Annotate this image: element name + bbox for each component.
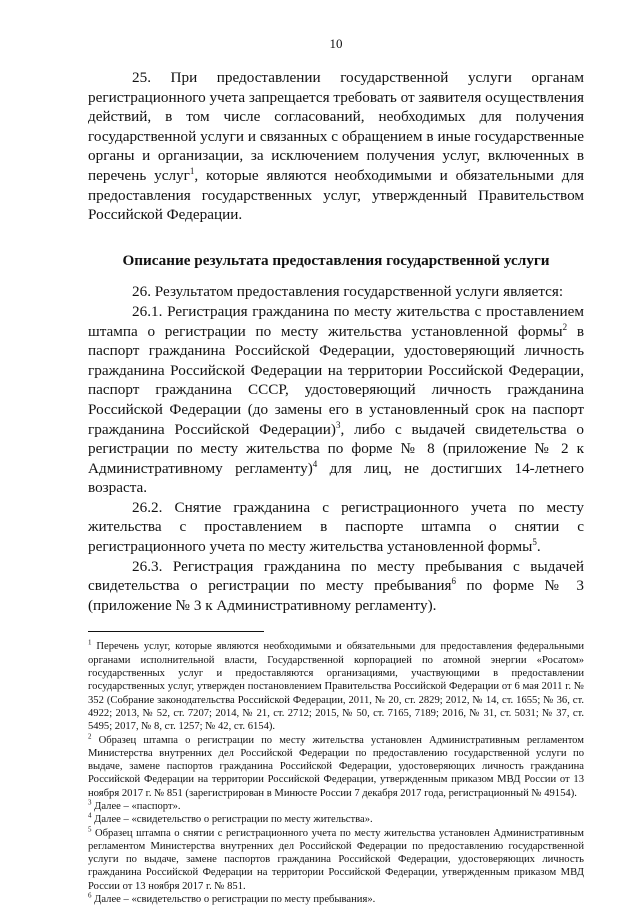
footnote-ref-6: 6	[451, 576, 456, 587]
footnotes	[88, 640, 584, 906]
paragraph-25	[88, 68, 584, 225]
footnote-4	[88, 813, 584, 826]
footnote-number: 2	[88, 731, 92, 740]
footnote-ref-2: 2	[562, 321, 568, 332]
paragraph-25-tail: , которые являются необходимыми и обязательными для предоставления государственных услуг, утвержденный Правительством Российской Федерации.	[88, 166, 585, 224]
paragraph-26: 26. Результатом предоставления государственной услуги является:	[132, 283, 564, 301]
footnote-separator	[88, 631, 264, 632]
footnote-number: 4	[88, 811, 92, 820]
footnote-text: Образец штампа о снятии с регистрационного учета по месту жительства установлен Административным регламентом Министерства внутренних дел Российской Федерации по предоставлению государственной услуги по выдаче, замене паспортов гражданина Российской Федерации, удостоверяющих личность гражданина Российской Федерации на территории Российской Федерации, утвержденным приказом МВД России от 13 ноября 2017 г. № 851.	[88, 827, 584, 892]
footnote-text: Далее – «свидетельство о регистрации по месту пребывания».	[91, 894, 376, 906]
paragraph-26-2	[88, 498, 584, 557]
paragraph-26-2-part-b: .	[536, 538, 541, 556]
footnote-ref-4: 4	[312, 458, 318, 469]
footnote-number: 5	[88, 825, 92, 834]
paragraph-26-1-part-b: в паспорт гражданина Российской Федерации, удостоверяющий личность гражданина Российской Федерации на территории Российской Федерации, паспорт гражданина СССР, удостоверяющий личность гражданина Российской Федерации (до замены его в установленный срок на паспорт гражданина Российской Федерации)	[88, 322, 585, 438]
paragraph-26-1	[88, 302, 584, 498]
footnote-number: 1	[88, 638, 92, 647]
footnote-ref-1: 1	[189, 165, 195, 176]
page-number: 10	[329, 36, 343, 51]
paragraph-26-3-part-a: 26.3. Регистрация гражданина по месту пребывания с выдачей свидетельства о регистрации по месту пребывания	[88, 557, 584, 595]
section-heading: Описание результата предоставления государственной услуги	[122, 251, 550, 269]
footnote-text: Образец штампа о регистрации по месту жительства установлен Административным регламентом Министерства внутренних дел Российской Федерации по предоставлению государственной услуги по выдаче, замене паспортов гражданина Российской Федерации, удостоверяющих личность гражданина Российской Федерации на территории Российской Федерации, утвержденным приказом МВД России от 13 ноября 2017 г. № 851 (зарегистрирован в Минюсте России 7 декабря 2017 года, регистрационный № 49154).	[88, 734, 584, 799]
document-body	[88, 68, 584, 615]
paragraph-25-text: 25. При предоставлении государственной услуги органам регистрационного учета запрещается требовать от заявителя осуществления действий, в том числе согласований, необходимых для получения государственной услуги и связанных с обращением в иные государственные органы и организации, за исключением получения услуг, включенных в перечень услуг	[88, 69, 584, 184]
footnote-1	[88, 640, 584, 733]
paragraph-26-2-part-a: 26.2. Снятие гражданина с регистрационного учета по месту жительства с проставлением в паспорте штампа о снятии с регистрационного учета по месту жительства установленной формы	[88, 498, 584, 556]
footnote-text: Перечень услуг, которые являются необходимыми и обязательными для предоставления федеральными органами исполнительной власти, Государственной корпорацией по атомной энергии «Росатом» государственных услуг и предоставляются организациями, участвующими в предоставлении государственных услуг, утвержден постановлением Правительства Российской Федерации от 6 мая 2011 г. № 352 (Собрание законодательства Российской Федерации, 2011, № 20, ст. 2829; 2012, № 14, ст. 1655; № 36, ст. 4922; 2013, № 52, ст. 7207; 2014, № 21, ст. 2712; 2015, № 50, ст. 7165, 7189; 2016, № 31, ст. 5031; № 37, ст. 5495; 2017, № 8, ст. 1257; № 42, ст. 6154).	[88, 641, 584, 733]
footnote-number: 3	[88, 798, 92, 807]
paragraph-26-1-part-d: для лиц, не достигших 14-летнего возраста.	[88, 459, 584, 497]
paragraph-26-3-part-b: по форме № 3 (приложение № 3 к Административному регламенту).	[88, 577, 584, 614]
footnote-ref-5: 5	[532, 537, 537, 547]
paragraph-26-1-part-c: , либо с выдачей свидетельства о регистрации по месту жительства по форме № 8 (приложение № 2 к Административному регламенту)	[88, 420, 584, 477]
footnote-text: Далее – «паспорт».	[91, 801, 181, 812]
footnote-6	[88, 893, 584, 906]
footnote-number: 6	[88, 891, 92, 900]
footnote-text: Далее – «свидетельство о регистрации по месту жительства».	[91, 814, 373, 826]
paragraph-26-1-part-a: 26.1. Регистрация гражданина по месту жительства с проставлением штампа о регистрации по месту жительства установленной формы	[88, 302, 584, 340]
footnote-5	[88, 827, 584, 893]
footnote-ref-3: 3	[335, 419, 341, 430]
paragraph-26-3	[88, 557, 584, 616]
footnote-2	[88, 731, 584, 800]
footnote-3	[88, 800, 584, 813]
